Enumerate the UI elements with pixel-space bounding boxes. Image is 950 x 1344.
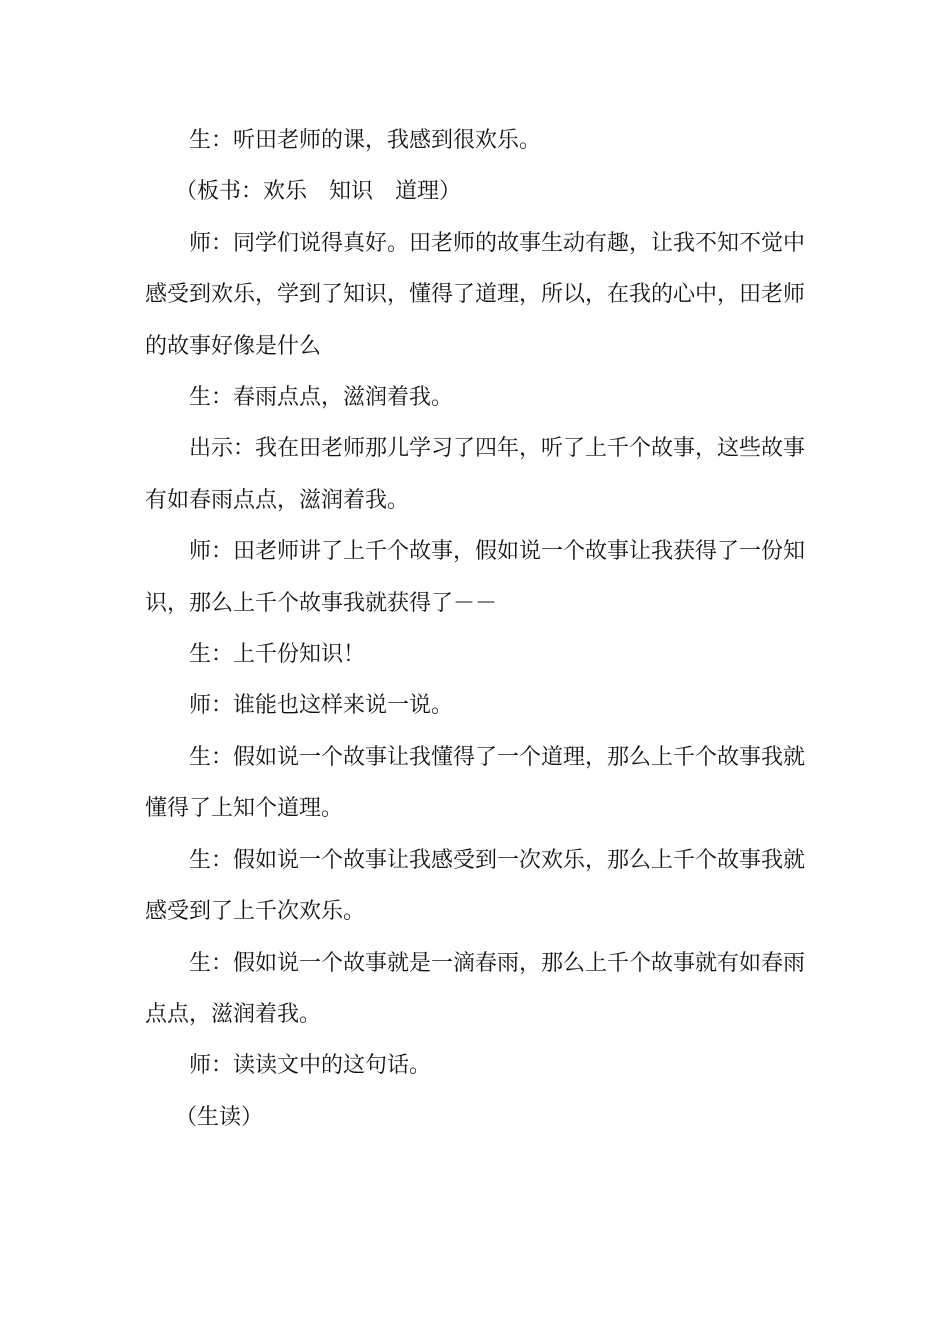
- paragraph-student-spring-rain: 生：春雨点点，滋润着我。: [189, 385, 454, 411]
- paragraph-student-reason: 生：假如说一个故事让我懂得了一个道理，那么上千个故事我就懂得了上知个道理。: [145, 744, 806, 822]
- paragraph-teacher-prompt: 师：谁能也这样来说一说。: [189, 693, 454, 719]
- paragraph-display-text: 出示：我在田老师那儿学习了四年，听了上千个故事，这些故事有如春雨点点，滋润着我。: [145, 436, 806, 513]
- paragraph-student-rain-drop: 生：假如说一个故事就是一滴春雨，那么上千个故事就有如春雨点点，滋润着我。: [145, 950, 806, 1027]
- paragraph-student-happy: 生：听田老师的课，我感到很欢乐。: [189, 128, 542, 153]
- paragraph-students-read: （生读）: [175, 1104, 264, 1130]
- paragraph-teacher-summary: 师：同学们说得真好。田老师的故事生动有趣，让我不知不觉中感受到欢乐，学到了知识，懂得了道理，所以，在我的心中，田老师的故事好像是什么: [145, 230, 806, 359]
- paragraph-student-thousand-knowledge: 生：上千份知识！: [189, 642, 366, 668]
- paragraph-teacher-knowledge: 师：田老师讲了上千个故事，假如说一个故事让我获得了一份知识，那么上千个故事我就获得了－－: [145, 539, 806, 616]
- paragraph-student-joy: 生：假如说一个故事让我感受到一次欢乐，那么上千个故事我就感受到了上千次欢乐。: [145, 847, 806, 925]
- paragraph-teacher-read: 师：读读文中的这句话。: [189, 1053, 432, 1079]
- paragraph-blackboard-note: （板书：欢乐 知识 道理）: [175, 179, 462, 205]
- document-body: [145, 115, 805, 1143]
